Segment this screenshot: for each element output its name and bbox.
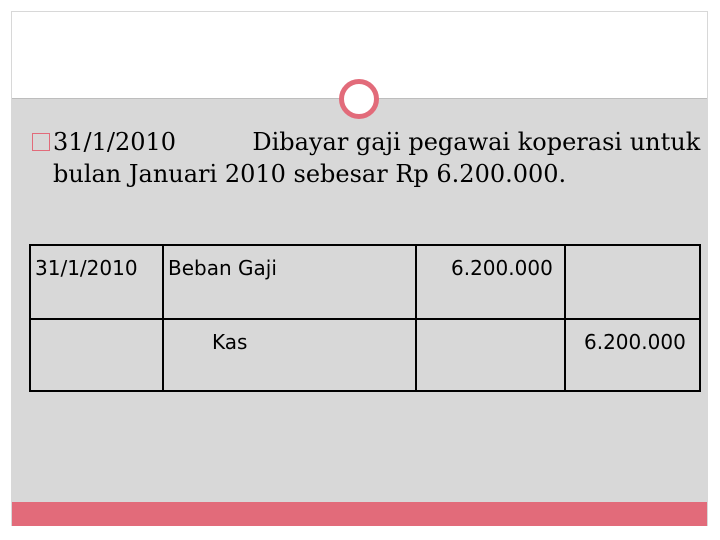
footer-accent-bar bbox=[12, 502, 707, 526]
journal-account-cell: Beban Gaji bbox=[163, 245, 416, 319]
transaction-date: 31/1/2010 bbox=[53, 128, 177, 156]
journal-entry-table bbox=[29, 244, 701, 392]
journal-credit-cell: 6.200.000 bbox=[565, 319, 700, 391]
circle-ornament-icon bbox=[339, 79, 379, 119]
square-bullet-icon bbox=[32, 133, 50, 151]
journal-credit-cell bbox=[565, 245, 700, 319]
bullet-line-1 bbox=[32, 126, 701, 158]
journal-date-cell bbox=[30, 319, 163, 391]
journal-account-cell: Kas bbox=[163, 319, 416, 391]
journal-date-cell: 31/1/2010 bbox=[30, 245, 163, 319]
transaction-description-line-1: Dibayar gaji pegawai koperasi untuk bbox=[252, 128, 701, 156]
transaction-description-line-2: bulan Januari 2010 sebesar Rp 6.200.000. bbox=[53, 160, 567, 188]
journal-debit-cell: 6.200.000 bbox=[416, 245, 565, 319]
journal-row bbox=[30, 319, 700, 391]
bullet-paragraph bbox=[32, 126, 701, 190]
journal-debit-cell bbox=[416, 319, 565, 391]
journal-row bbox=[30, 245, 700, 319]
